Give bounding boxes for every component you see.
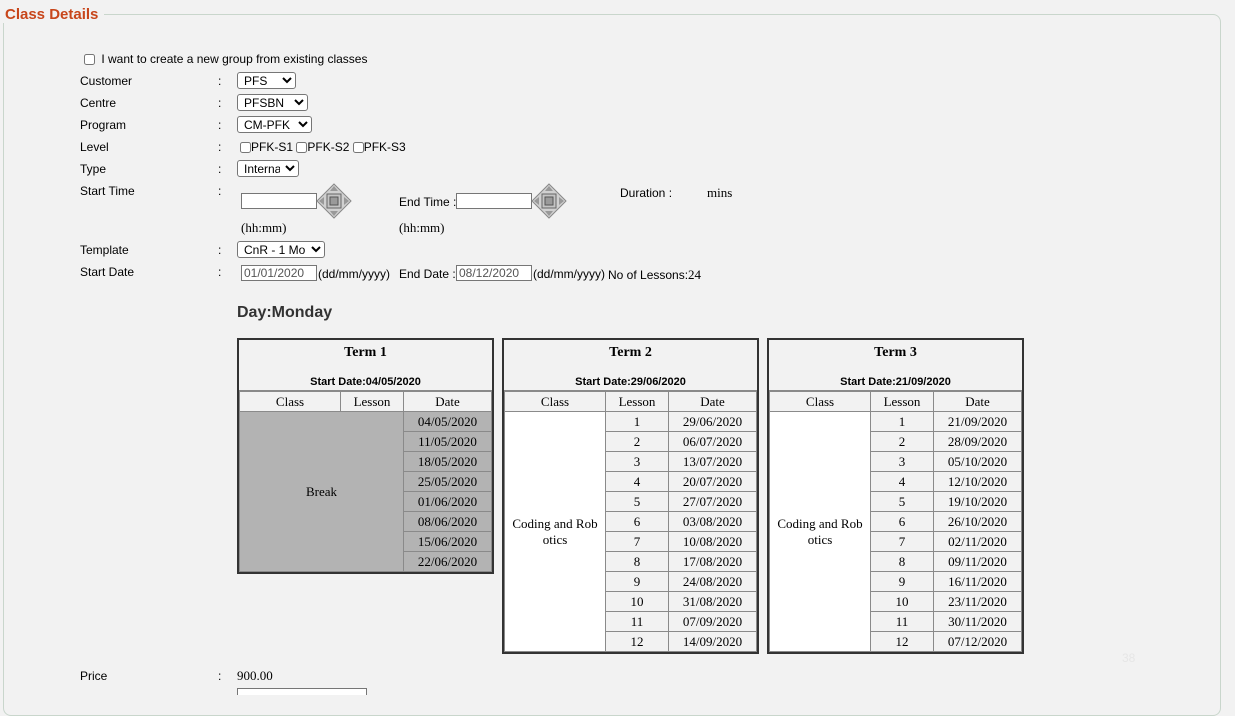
date-cell: 13/07/2020 (669, 452, 757, 472)
date-cell: 07/12/2020 (934, 632, 1022, 652)
template-label: Template (80, 243, 129, 257)
lesson-cell: 8 (606, 552, 669, 572)
lesson-cell: 1 (871, 412, 934, 432)
date-cell: 19/10/2020 (934, 492, 1022, 512)
date-cell: 28/09/2020 (934, 432, 1022, 452)
lesson-cell: 5 (871, 492, 934, 512)
date-cell: 27/07/2020 (669, 492, 757, 512)
lesson-cell: 10 (871, 592, 934, 612)
type-colon: : (218, 162, 222, 176)
level-checkbox-s1[interactable] (240, 142, 251, 153)
group-checkbox-row (84, 52, 367, 66)
date-cell: 04/05/2020 (404, 412, 492, 432)
program-label: Program (80, 118, 127, 132)
end-time-spinner-icon[interactable] (531, 183, 567, 219)
end-date-input[interactable] (456, 265, 532, 281)
centre-label: Centre (80, 96, 117, 110)
lesson-cell: 4 (606, 472, 669, 492)
lesson-cell: 6 (606, 512, 669, 532)
group-checkbox-label: I want to create a new group from existing classes (101, 52, 368, 66)
date-cell: 29/06/2020 (669, 412, 757, 432)
term-start-date: Start Date:04/05/2020 (239, 364, 492, 391)
level-option-s2: PFK-S2 (307, 140, 350, 154)
lessons-count (608, 267, 701, 283)
end-date-hint: (dd/mm/yyyy) (533, 267, 605, 281)
date-cell: 26/10/2020 (934, 512, 1022, 532)
start-time-input[interactable] (241, 193, 317, 209)
centre-select[interactable] (237, 94, 308, 111)
start-time-hint: (hh:mm) (241, 220, 287, 235)
end-time-hint: (hh:mm) (399, 220, 445, 235)
date-cell: 14/09/2020 (669, 632, 757, 652)
end-time-input[interactable] (456, 193, 532, 209)
lesson-cell: 4 (871, 472, 934, 492)
level-label: Level (80, 140, 109, 154)
date-cell: 24/08/2020 (669, 572, 757, 592)
day-heading: Day:Monday (237, 304, 333, 321)
customer-select[interactable] (237, 72, 296, 89)
lesson-cell: 3 (606, 452, 669, 472)
start-date-input[interactable] (241, 265, 317, 281)
date-cell: 07/09/2020 (669, 612, 757, 632)
end-time-label: End Time : (399, 195, 457, 209)
date-cell: 18/05/2020 (404, 452, 492, 472)
level-option-s1: PFK-S1 (251, 140, 294, 154)
program-colon: : (218, 118, 222, 132)
fieldset-legend: Class Details (3, 6, 104, 23)
term-start-date: Start Date:21/09/2020 (769, 364, 1022, 391)
lesson-cell: 12 (871, 632, 934, 652)
column-header: Date (934, 392, 1022, 412)
lesson-cell: 2 (871, 432, 934, 452)
date-cell: 30/11/2020 (934, 612, 1022, 632)
lessons-label: No of Lessons: (608, 268, 689, 282)
date-cell: 08/06/2020 (404, 512, 492, 532)
date-cell: 12/10/2020 (934, 472, 1022, 492)
class-cell: Coding and Rob otics (505, 412, 606, 652)
page-watermark: 38 (1122, 651, 1136, 665)
lesson-cell: 11 (606, 612, 669, 632)
date-cell: 15/06/2020 (404, 532, 492, 552)
term-title: Term 2 (609, 345, 652, 360)
customer-label: Customer (80, 74, 133, 88)
duration-unit: mins (707, 185, 733, 200)
price-value: 900.00 (237, 668, 273, 683)
term-1-table (237, 338, 494, 574)
date-cell: 01/06/2020 (404, 492, 492, 512)
column-header: Date (404, 392, 492, 412)
date-cell: 22/06/2020 (404, 552, 492, 572)
level-checkbox-s2[interactable] (296, 142, 307, 153)
centre-colon: : (218, 96, 222, 110)
date-cell: 17/08/2020 (669, 552, 757, 572)
start-date-colon: : (218, 265, 222, 279)
lesson-cell: 10 (606, 592, 669, 612)
template-select[interactable] (237, 241, 325, 258)
lesson-cell: 12 (606, 632, 669, 652)
column-header: Lesson (871, 392, 934, 412)
term-2-table (502, 338, 759, 654)
column-header: Date (669, 392, 757, 412)
lesson-cell: 6 (871, 512, 934, 532)
column-header: Class (505, 392, 606, 412)
date-cell: 16/11/2020 (934, 572, 1022, 592)
lesson-cell: 9 (606, 572, 669, 592)
type-label: Type (80, 162, 107, 176)
start-time-spinner-icon[interactable] (316, 183, 352, 219)
lesson-cell: 7 (606, 532, 669, 552)
lesson-cell: 1 (606, 412, 669, 432)
date-cell: 05/10/2020 (934, 452, 1022, 472)
start-time-label: Start Time (80, 184, 135, 198)
date-cell: 23/11/2020 (934, 592, 1022, 612)
lesson-cell: 8 (871, 552, 934, 572)
lesson-cell: 9 (871, 572, 934, 592)
term-3-table (767, 338, 1024, 654)
lesson-cell: 5 (606, 492, 669, 512)
column-header: Class (770, 392, 871, 412)
lesson-cell: 2 (606, 432, 669, 452)
date-cell: 25/05/2020 (404, 472, 492, 492)
duration-label: Duration : (620, 186, 673, 200)
lessons-value: 24 (688, 267, 702, 282)
lesson-cell: 7 (871, 532, 934, 552)
date-cell: 06/07/2020 (669, 432, 757, 452)
date-cell: 21/09/2020 (934, 412, 1022, 432)
level-options (240, 140, 406, 154)
lesson-cell: 11 (871, 612, 934, 632)
date-cell: 09/11/2020 (934, 552, 1022, 572)
date-cell: 20/07/2020 (669, 472, 757, 492)
date-cell: 11/05/2020 (404, 432, 492, 452)
template-colon: : (218, 243, 222, 257)
start-time-colon: : (218, 184, 222, 198)
date-cell: 03/08/2020 (669, 512, 757, 532)
price-colon: : (218, 669, 222, 683)
term-title: Term 3 (874, 345, 917, 360)
column-header: Lesson (341, 392, 404, 412)
group-checkbox[interactable] (84, 54, 95, 65)
column-header: Class (240, 392, 341, 412)
program-select[interactable] (237, 116, 312, 133)
date-cell: 02/11/2020 (934, 532, 1022, 552)
date-cell: 31/08/2020 (669, 592, 757, 612)
start-date-hint: (dd/mm/yyyy) (318, 267, 390, 281)
lesson-cell: 3 (871, 452, 934, 472)
class-cell: Coding and Rob otics (770, 412, 871, 652)
price-label: Price (80, 669, 108, 683)
column-header: Lesson (606, 392, 669, 412)
class-cell: Break (240, 412, 404, 572)
term-start-date: Start Date:29/06/2020 (504, 364, 757, 391)
customer-colon: : (218, 74, 222, 88)
level-colon: : (218, 140, 222, 154)
end-date-label: End Date : (399, 267, 456, 281)
level-option-s3: PFK-S3 (363, 140, 406, 154)
term-title: Term 1 (344, 345, 387, 360)
date-cell: 10/08/2020 (669, 532, 757, 552)
start-date-label: Start Date (80, 265, 135, 279)
level-checkbox-s3[interactable] (353, 142, 364, 153)
type-select[interactable] (237, 160, 299, 177)
